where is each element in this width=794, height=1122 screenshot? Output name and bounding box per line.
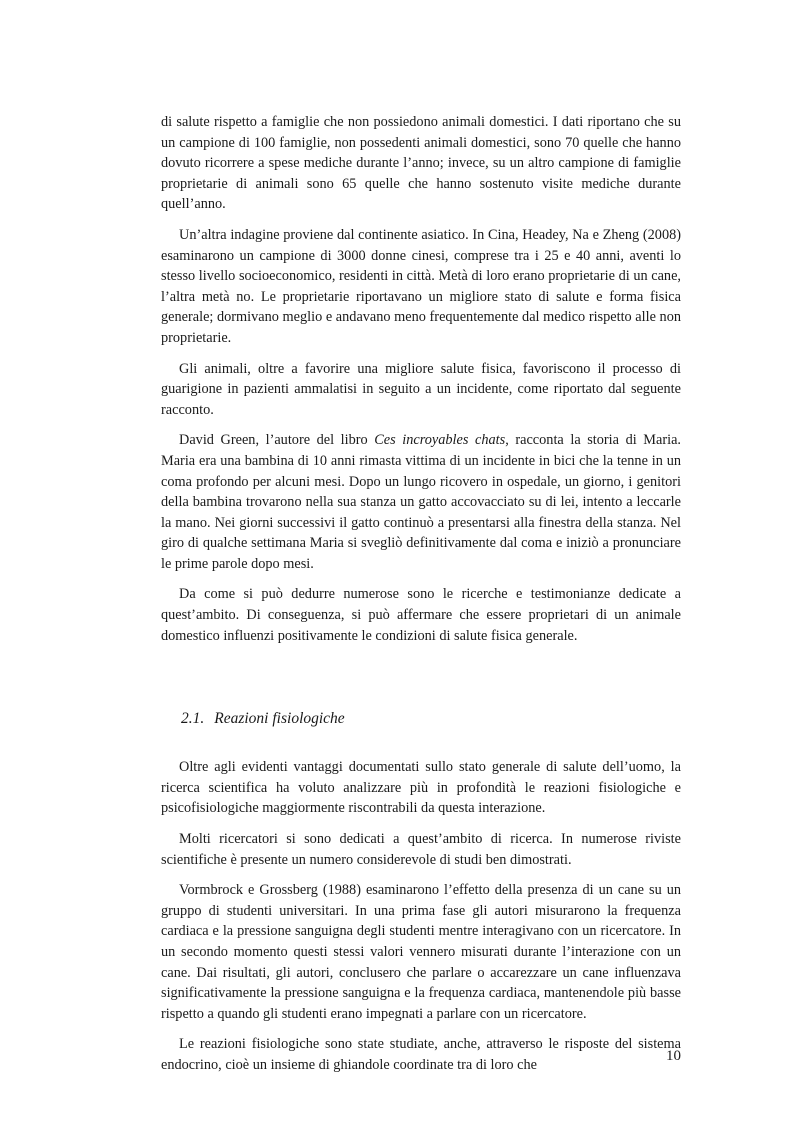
paragraph-asian-study: Un’altra indagine proviene dal continente asiatico. In Cina, Headey, Na e Zheng (2008) esaminarono un campione di 3000 donne cinesi, comprese tra i 25 e 40 anni, aventi lo stesso livello socioeconomico, residenti in città. Metà di loro erano proprietarie di un cane, l’altra metà no. Le proprietarie riportavano un migliore stato di salute e forma fisica generale; dormivano meglio e andavano meno frequentemente dal medico rispetto alle non proprietarie.: [161, 226, 681, 346]
maria-story-text: , racconta la storia di Maria. Maria era una bambina di 10 anni rimasta vittima di un incidente in bici che la tenne in un coma profondo per alcuni mesi. Dopo un lungo ricovero in ospedale, un giorno, i genitori della bambina trovarono nella sua stanza un gatto accovacciato su di lei, intento a leccarle la mano. Nei giorni successivi il gatto continuò a presentarsi alla finestra della stanza. Nel giro di qualche settimana Maria si svegliò definitivamente dal coma e iniziò a pronunciare le prime parole dopo mesi.: [161, 432, 681, 572]
paragraph-physiological-intro: Oltre agli evidenti vantaggi documentati sullo stato generale di salute dell’uomo, la ricerca scientifica ha voluto analizzare più in profondità le reazioni fisiologiche e psicofisiologiche maggiormente riscontrabili da questa interazione.: [161, 759, 681, 817]
page-number: 10: [666, 1048, 681, 1064]
paragraph-conclusion: Da come si può dedurre numerose sono le ricerche e testimonianze dedicate a quest’ambito. Di conseguenza, si può affermare che essere proprietari di un animale domestico influenzi positivamente le condizioni di salute fisica generale.: [161, 586, 681, 644]
paragraph-family-health-costs: di salute rispetto a famiglie che non possiedono animali domestici. I dati riportano che su un campione di 100 famiglie, non possedenti animali domestici, sono 70 quelle che hanno dovuto ricorrere a spese mediche durante l’anno; invece, su un altro campione di famiglie proprietarie di animali sono 65 quelle che hanno sostenuto visite mediche durante quell’anno.: [161, 114, 681, 213]
paragraph-researchers: Molti ricercatori si sono dedicati a quest’ambito di ricerca. In numerose riviste scientifiche è presente un numero considerevole di studi ben dimostrati.: [161, 831, 681, 868]
section-heading: [181, 709, 681, 729]
paragraph-maria-story: [161, 430, 681, 574]
section-title: Reazioni fisiologiche: [214, 710, 345, 728]
paragraph-endocrine-system: Le reazioni fisiologiche sono state studiate, anche, attraverso le risposte del sistema endocrino, cioè un insieme di ghiandole coordinate tra di loro che: [161, 1036, 681, 1073]
section-body: [161, 757, 681, 1075]
book-title: Ces incroyables chats: [374, 432, 506, 449]
paragraph-healing-process: Gli animali, oltre a favorire una migliore salute fisica, favoriscono il processo di guarigione in pazienti ammalatisi in seguito a un incidente, come riportato dal seguente racconto.: [161, 360, 681, 418]
maria-story-intro: David Green, l’autore del libro: [179, 432, 375, 449]
document-page: [161, 112, 681, 1086]
section-number: 2.1.: [181, 710, 205, 728]
paragraph-vormbrock-study: Vormbrock e Grossberg (1988) esaminarono l’effetto della presenza di un cane su un gruppo di studenti universitari. In una prima fase gli autori misurarono la frequenza cardiaca e la pressione sanguigna degli studenti mentre interagivano con un ricercatore. In un secondo momento questi stessi valori vennero misurati durante l’interazione con un cane. Dai risultati, gli autori, conclusero che parlare o accarezzare un cane influenzava significativamente la pressione sanguigna e la frequenza cardiaca, mantenendole più basse rispetto a quando gli studenti erano impegnati a parlare con un ricercatore.: [161, 882, 681, 1022]
